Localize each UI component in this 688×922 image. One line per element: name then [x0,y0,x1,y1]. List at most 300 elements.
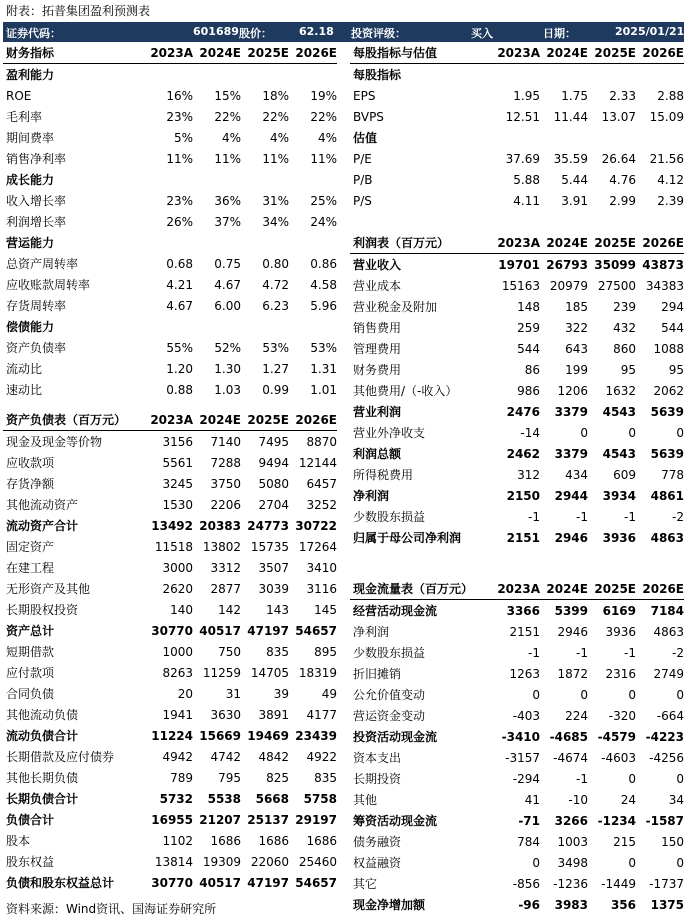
cell-value: 40517 [199,623,241,638]
row-label: 固定资产 [6,540,55,554]
cell-value: 11.44 [553,109,588,124]
row-label: 少数股东损益 [353,510,426,524]
table-row [3,641,337,662]
cell-value: 36% [214,193,241,208]
table-row [350,190,684,211]
cell-value: 14705 [250,665,289,680]
cell-value: 2062 [653,383,684,398]
row-label: 财务费用 [353,363,402,377]
row-label: 净利润 [353,625,390,639]
row-label: 现金流量表（百万元） [353,582,474,596]
cell-value: 23439 [295,728,337,743]
cell-value: 2026E [295,412,337,427]
cell-value: 5758 [303,791,337,806]
cell-value: 11518 [154,539,193,554]
cell-value: 1206 [557,383,588,398]
cell-value: 1003 [557,834,588,849]
date-value: 2025/01/21 [615,25,685,38]
row-label: 存货净额 [6,477,55,491]
cell-value: -1737 [649,876,684,891]
cell-value: -2 [672,645,684,660]
cell-value: 789 [170,770,193,785]
cell-value: -10 [568,792,588,807]
cell-value: 1530 [162,497,193,512]
cell-value: 54657 [295,875,337,890]
cell-value: 27500 [597,278,636,293]
cell-value: 19701 [498,257,540,272]
cell-value: 895 [314,644,337,659]
cell-value: 322 [565,320,588,335]
cell-value: 148 [517,299,540,314]
cell-value: 544 [517,341,540,356]
cell-value: 4.58 [310,277,337,292]
cell-value: 35099 [594,257,636,272]
cell-value: 6.23 [262,298,289,313]
code-label: 证券代码： [6,27,61,40]
row-label: 长期负债合计 [6,792,79,806]
cell-value: 0 [628,771,636,786]
cell-value: -1 [576,509,588,524]
row-label: 长期股权投资 [6,603,79,617]
cell-value: 185 [565,299,588,314]
cell-value: 145 [314,602,337,617]
cell-value: 2026E [295,45,337,60]
cell-value: -1 [576,645,588,660]
row-label: 成长能力 [6,173,55,187]
table-row [350,548,684,569]
cell-value: 1.20 [166,361,193,376]
cell-value: 30770 [151,875,193,890]
table-row [3,662,337,683]
cell-value: 23% [166,193,193,208]
row-label: 销售净利率 [6,152,67,166]
cell-value: 23% [166,109,193,124]
cell-value: 0 [532,855,540,870]
cell-value: 312 [517,467,540,482]
cell-value: 3891 [258,707,289,722]
cell-value: 18% [262,88,289,103]
cell-value: 356 [610,897,636,912]
cell-value: -4674 [553,750,588,765]
cell-value: 49 [321,686,337,701]
cell-value: 6457 [306,476,337,491]
cell-value: 2704 [258,497,289,512]
cell-value: 95 [620,362,636,377]
row-label: 应收账款周转率 [6,278,91,292]
table-row [3,704,337,725]
cell-value: 21207 [199,812,241,827]
price-label: 股价： [239,27,272,40]
row-label: 公允价值变动 [353,688,426,702]
cell-value: 0 [676,687,684,702]
cell-value: 12144 [298,455,337,470]
cell-value: 143 [266,602,289,617]
cell-value: 2023A [497,235,540,250]
cell-value: 784 [517,834,540,849]
cell-value: -1 [624,645,636,660]
table-row [350,873,684,894]
cell-value: 1.30 [214,361,241,376]
cell-value: 2023A [150,412,193,427]
cell-value: 224 [565,708,588,723]
cell-value: 0 [532,687,540,702]
table-row [3,851,337,872]
cell-value: 1.27 [262,361,289,376]
source-note: 资料来源：Wind资讯、国海证券研究所 [6,902,217,916]
cell-value: 0 [580,687,588,702]
row-label: 资产总计 [6,624,55,638]
cell-value: 11259 [202,665,241,680]
row-label: 负债和股东权益总计 [6,876,115,890]
cell-value: 2944 [554,488,588,503]
cell-value: 3630 [210,707,241,722]
row-label: 流动比 [6,362,43,376]
cell-value: 0.80 [262,256,289,271]
cell-value: 26.64 [601,151,636,166]
cell-value: -1 [528,645,540,660]
cell-value: 47197 [247,875,289,890]
cell-value: 0.86 [310,256,337,271]
cell-value: 2026E [642,581,684,596]
row-label: 流动资产合计 [6,519,79,533]
row-label: 管理费用 [353,342,402,356]
cell-value: 11% [166,151,193,166]
cell-value: 795 [218,770,241,785]
cell-value: 12.51 [505,109,540,124]
cell-value: -4256 [649,750,684,765]
table-row [350,485,684,506]
table-row [350,443,684,464]
table-row [350,527,684,548]
table-row [350,705,684,726]
cell-value: -4579 [597,729,636,744]
table-row [3,725,337,746]
cell-value: 2.99 [609,193,636,208]
cell-value: 2150 [506,488,540,503]
cell-value: 7140 [210,434,241,449]
cell-value: 2462 [506,446,540,461]
cell-value: 34 [668,792,684,807]
table-row [350,148,684,169]
cell-value: -4223 [645,729,684,744]
table-row [350,684,684,705]
cell-value: 2025E [247,412,289,427]
table-title: 附表：拓普集团盈利预测表 [6,4,151,18]
cell-value: 0.99 [262,382,289,397]
cell-value: 86 [524,362,540,377]
cell-value: 2024E [199,45,241,60]
row-label: 股东权益 [6,855,55,869]
cell-value: 19469 [247,728,289,743]
row-label: 其他长期负债 [6,771,79,785]
cell-value: -71 [518,813,540,828]
cell-value: 18319 [298,665,337,680]
cell-value: 2.88 [657,88,684,103]
cell-value: 22% [262,109,289,124]
cell-value: 4861 [650,488,684,503]
table-row [350,852,684,873]
table-row [3,809,337,830]
row-label: 权益融资 [353,856,402,870]
cell-value: -1 [528,509,540,524]
cell-value: 22060 [250,854,289,869]
cell-value: 2023A [497,45,540,60]
cell-value: 4% [317,130,337,145]
cell-value: 0 [628,855,636,870]
table-row [3,379,337,400]
cell-value: 1632 [605,383,636,398]
table-header-row [3,42,337,64]
cell-value: 2.33 [609,88,636,103]
cell-value: 3252 [306,497,337,512]
cell-value: 2023A [497,581,540,596]
table-row [3,295,337,316]
cell-value: 4543 [602,446,636,461]
cell-value: 434 [565,467,588,482]
cell-value: 5.88 [513,172,540,187]
table-row [350,464,684,485]
cell-value: 22% [214,109,241,124]
cell-value: 1.75 [561,88,588,103]
row-label: 利润表（百万元） [353,236,450,250]
cell-value: 15163 [501,278,540,293]
cell-value: 0.88 [166,382,193,397]
cell-value: 43873 [642,257,684,272]
cell-value: 0 [580,425,588,440]
cell-value: 3936 [602,530,636,545]
cell-value: 3116 [306,581,337,596]
cell-value: 37.69 [505,151,540,166]
table-row [350,380,684,401]
cell-value: 0 [676,425,684,440]
table-header-row [3,409,337,431]
cell-value: 609 [613,467,636,482]
cell-value: 16955 [151,812,193,827]
cell-value: 3245 [162,476,193,491]
table-row [350,254,684,275]
cell-value: 3379 [554,446,588,461]
row-label: 合同负债 [6,687,55,701]
row-label: 归属于母公司净利润 [353,531,462,545]
cell-value: 31 [225,686,241,701]
cell-value: 4.11 [513,193,540,208]
cell-value: 3410 [306,560,337,575]
cell-value: -3410 [501,729,540,744]
row-label: 每股指标 [353,68,402,82]
cell-value: 6169 [602,603,636,618]
cell-value: 15669 [199,728,241,743]
cell-value: 53% [310,340,337,355]
row-label: 筹资活动现金流 [353,814,438,828]
cell-value: 3366 [506,603,540,618]
table-row [3,473,337,494]
row-label: 估值 [353,131,378,145]
row-label: P/B [353,172,373,187]
table-row [3,85,337,106]
table-row [350,810,684,831]
cell-value: 2024E [546,235,588,250]
cell-value: -1 [576,771,588,786]
cell-value: 2749 [653,666,684,681]
cell-value: 5.96 [310,298,337,313]
cell-value: 55% [166,340,193,355]
row-label: 存货周转率 [6,299,67,313]
cell-value: 2023A [150,45,193,60]
cell-value: -320 [608,708,636,723]
cell-value: 3039 [258,581,289,596]
cell-value: 1102 [162,833,193,848]
cell-value: 30722 [295,518,337,533]
table-row [3,578,337,599]
cell-value: 239 [613,299,636,314]
cell-value: 54657 [295,623,337,638]
cell-value: 432 [613,320,636,335]
table-row [350,401,684,422]
table-row [3,599,337,620]
cell-value: 11% [214,151,241,166]
cell-value: 4177 [306,707,337,722]
cell-value: 5639 [650,404,684,419]
row-label: 财务指标 [6,46,55,60]
cell-value: 2026E [642,235,684,250]
cell-value: 3.91 [561,193,588,208]
row-label: 收入增长率 [6,194,67,208]
cell-value: 34% [262,214,289,229]
cell-value: 0 [628,425,636,440]
cell-value: 3266 [554,813,588,828]
row-label: 销售费用 [353,321,402,335]
cell-value: 39 [273,686,289,701]
table-row [350,85,684,106]
cell-value: 95 [668,362,684,377]
cell-value: 150 [661,834,684,849]
table-row [3,106,337,127]
row-label: 营业外净收支 [353,426,426,440]
table-row [3,253,337,274]
cell-value: 11224 [151,728,193,743]
row-label: 股本 [6,834,31,848]
cell-value: 25460 [298,854,337,869]
cell-value: 5639 [650,446,684,461]
cell-value: 3507 [258,560,289,575]
table-row [350,768,684,789]
cell-value: 6.00 [214,298,241,313]
row-label: 现金及现金等价物 [6,435,103,449]
row-label: 短期借款 [6,645,55,659]
cell-value: -1449 [601,876,636,891]
cell-value: 13.07 [601,109,636,124]
row-label: 其他流动负债 [6,708,79,722]
cell-value: 778 [661,467,684,482]
cell-value: -1234 [597,813,636,828]
rating-value: 买入 [471,27,493,40]
cell-value: 2024E [199,412,241,427]
row-label: 长期投资 [353,772,402,786]
row-label: 营业成本 [353,279,402,293]
cell-value: 3983 [554,897,588,912]
row-label: 其他流动资产 [6,498,79,512]
table-row [3,767,337,788]
cell-value: 3312 [210,560,241,575]
cell-value: -4685 [549,729,588,744]
price-value: 62.18 [299,25,334,38]
cell-value: 5538 [207,791,241,806]
cell-value: 5.44 [561,172,588,187]
cell-value: 294 [661,299,684,314]
cell-value: 4% [221,130,241,145]
table-row [3,211,337,232]
table-row [350,422,684,443]
table-row [350,338,684,359]
cell-value: 2024E [546,45,588,60]
cell-value: 1.03 [214,382,241,397]
table-row [350,296,684,317]
table-row [350,211,684,232]
row-label: P/S [353,193,372,208]
cell-value: 4842 [258,749,289,764]
table-row [350,621,684,642]
left-column [3,42,337,915]
row-label: 每股指标与估值 [353,46,438,60]
table-row [350,106,684,127]
row-label: 偿债能力 [6,320,55,334]
cell-value: 11% [262,151,289,166]
row-label: P/E [353,151,372,166]
code-value: 601689 [193,25,239,38]
cell-value: 35.59 [553,151,588,166]
table-row [3,788,337,809]
table-row [350,275,684,296]
cell-value: 5561 [162,455,193,470]
cell-value: 0.75 [214,256,241,271]
row-label: 盈利能力 [6,68,55,82]
cell-value: 25137 [247,812,289,827]
section-row [350,127,684,148]
cell-value: 20979 [549,278,588,293]
table-row [3,148,337,169]
row-label: 长期借款及应付债券 [6,750,115,764]
cell-value: -2 [672,509,684,524]
cell-value: 835 [314,770,337,785]
table-row [350,506,684,527]
table-row [350,317,684,338]
cell-value: 24% [310,214,337,229]
cell-value: 2151 [509,624,540,639]
cell-value: 5% [173,130,193,145]
cell-value: 0 [676,855,684,870]
cell-value: 1872 [557,666,588,681]
table-row [350,894,684,915]
cell-value: 5668 [255,791,289,806]
row-label: 其他费用/（-收入） [353,384,458,398]
cell-value: -664 [656,708,684,723]
cell-value: 1263 [509,666,540,681]
date-label: 日期： [543,27,576,40]
cell-value: 13814 [154,854,193,869]
table-row [350,747,684,768]
header-bar [3,22,684,42]
cell-value: 52% [214,340,241,355]
cell-value: 4742 [210,749,241,764]
table-row [350,359,684,380]
cell-value: 215 [613,834,636,849]
cell-value: 26% [166,214,193,229]
cell-value: 0 [628,687,636,702]
cell-value: 142 [218,602,241,617]
cell-value: 4.72 [262,277,289,292]
table-row [3,746,337,767]
cell-value: 0 [676,771,684,786]
